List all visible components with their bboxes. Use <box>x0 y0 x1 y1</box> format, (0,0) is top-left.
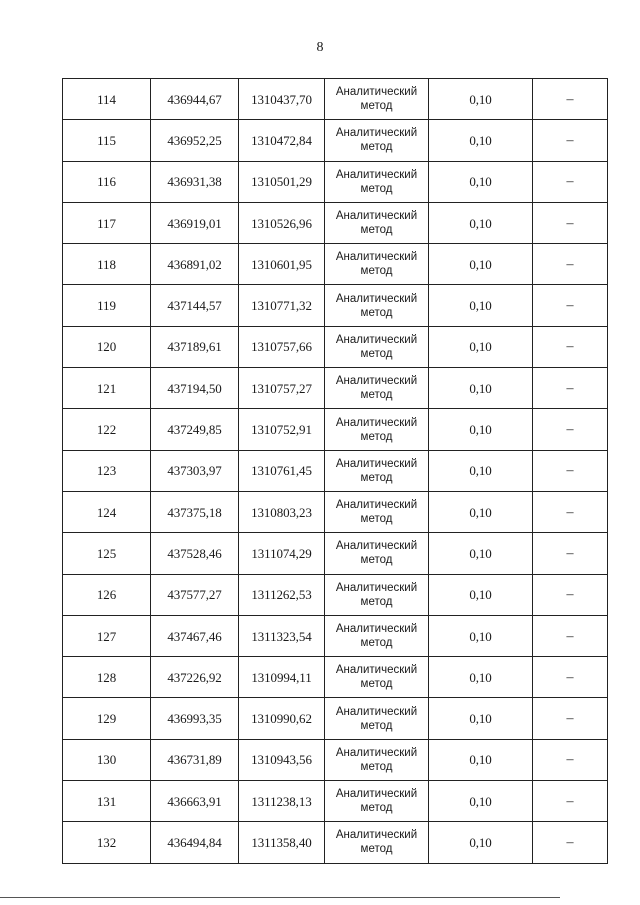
point-number-cell: 125 <box>63 533 151 574</box>
x-coordinate-cell: 436931,38 <box>151 161 239 202</box>
y-coordinate-cell: 1310501,29 <box>239 161 325 202</box>
method-cell: Аналитический метод <box>325 533 429 574</box>
y-coordinate-cell: 1311358,40 <box>239 822 325 863</box>
accuracy-cell: 0,10 <box>429 120 533 161</box>
y-coordinate-cell: 1310437,70 <box>239 79 325 120</box>
point-number-cell: 119 <box>63 285 151 326</box>
point-number-cell: 118 <box>63 244 151 285</box>
accuracy-cell: 0,10 <box>429 739 533 780</box>
method-cell: Аналитический метод <box>325 244 429 285</box>
accuracy-cell: 0,10 <box>429 657 533 698</box>
y-coordinate-cell: 1310472,84 <box>239 120 325 161</box>
x-coordinate-cell: 436952,25 <box>151 120 239 161</box>
scan-edge-line <box>0 897 560 898</box>
accuracy-cell: 0,10 <box>429 822 533 863</box>
accuracy-cell: 0,10 <box>429 409 533 450</box>
table-row <box>63 657 608 698</box>
y-coordinate-cell: 1310757,66 <box>239 326 325 367</box>
accuracy-cell: 0,10 <box>429 698 533 739</box>
table-row <box>63 450 608 491</box>
y-coordinate-cell: 1311238,13 <box>239 781 325 822</box>
accuracy-cell: 0,10 <box>429 368 533 409</box>
table-row <box>63 244 608 285</box>
point-number-cell: 114 <box>63 79 151 120</box>
method-cell: Аналитический метод <box>325 409 429 450</box>
y-coordinate-cell: 1310771,32 <box>239 285 325 326</box>
point-number-cell: 124 <box>63 491 151 532</box>
x-coordinate-cell: 437467,46 <box>151 615 239 656</box>
table-row <box>63 285 608 326</box>
x-coordinate-cell: 437528,46 <box>151 533 239 574</box>
note-cell: – <box>533 368 608 409</box>
table-row <box>63 368 608 409</box>
x-coordinate-cell: 437303,97 <box>151 450 239 491</box>
y-coordinate-cell: 1311262,53 <box>239 574 325 615</box>
point-number-cell: 126 <box>63 574 151 615</box>
x-coordinate-cell: 437249,85 <box>151 409 239 450</box>
x-coordinate-cell: 437144,57 <box>151 285 239 326</box>
y-coordinate-cell: 1311323,54 <box>239 615 325 656</box>
method-cell: Аналитический метод <box>325 285 429 326</box>
note-cell: – <box>533 822 608 863</box>
x-coordinate-cell: 436663,91 <box>151 781 239 822</box>
note-cell: – <box>533 533 608 574</box>
y-coordinate-cell: 1310994,11 <box>239 657 325 698</box>
x-coordinate-cell: 436944,67 <box>151 79 239 120</box>
method-cell: Аналитический метод <box>325 368 429 409</box>
accuracy-cell: 0,10 <box>429 491 533 532</box>
method-cell: Аналитический метод <box>325 615 429 656</box>
point-number-cell: 129 <box>63 698 151 739</box>
table-row <box>63 822 608 863</box>
point-number-cell: 121 <box>63 368 151 409</box>
method-cell: Аналитический метод <box>325 574 429 615</box>
table-row <box>63 533 608 574</box>
note-cell: – <box>533 739 608 780</box>
method-cell: Аналитический метод <box>325 491 429 532</box>
coordinates-table <box>62 78 608 864</box>
note-cell: – <box>533 161 608 202</box>
point-number-cell: 116 <box>63 161 151 202</box>
method-cell: Аналитический метод <box>325 202 429 243</box>
table-row <box>63 326 608 367</box>
point-number-cell: 123 <box>63 450 151 491</box>
accuracy-cell: 0,10 <box>429 781 533 822</box>
table-row <box>63 698 608 739</box>
note-cell: – <box>533 244 608 285</box>
y-coordinate-cell: 1310803,23 <box>239 491 325 532</box>
accuracy-cell: 0,10 <box>429 285 533 326</box>
method-cell: Аналитический метод <box>325 657 429 698</box>
note-cell: – <box>533 781 608 822</box>
table-row <box>63 781 608 822</box>
x-coordinate-cell: 436494,84 <box>151 822 239 863</box>
method-cell: Аналитический метод <box>325 822 429 863</box>
y-coordinate-cell: 1310601,95 <box>239 244 325 285</box>
note-cell: – <box>533 285 608 326</box>
x-coordinate-cell: 436993,35 <box>151 698 239 739</box>
note-cell: – <box>533 202 608 243</box>
table-row <box>63 574 608 615</box>
point-number-cell: 132 <box>63 822 151 863</box>
y-coordinate-cell: 1310752,91 <box>239 409 325 450</box>
note-cell: – <box>533 491 608 532</box>
y-coordinate-cell: 1310526,96 <box>239 202 325 243</box>
method-cell: Аналитический метод <box>325 450 429 491</box>
x-coordinate-cell: 437226,92 <box>151 657 239 698</box>
table-row <box>63 491 608 532</box>
accuracy-cell: 0,10 <box>429 326 533 367</box>
point-number-cell: 122 <box>63 409 151 450</box>
point-number-cell: 128 <box>63 657 151 698</box>
note-cell: – <box>533 450 608 491</box>
y-coordinate-cell: 1310757,27 <box>239 368 325 409</box>
note-cell: – <box>533 326 608 367</box>
accuracy-cell: 0,10 <box>429 533 533 574</box>
x-coordinate-cell: 437194,50 <box>151 368 239 409</box>
table-row <box>63 202 608 243</box>
method-cell: Аналитический метод <box>325 161 429 202</box>
method-cell: Аналитический метод <box>325 326 429 367</box>
point-number-cell: 130 <box>63 739 151 780</box>
method-cell: Аналитический метод <box>325 698 429 739</box>
note-cell: – <box>533 409 608 450</box>
note-cell: – <box>533 120 608 161</box>
note-cell: – <box>533 79 608 120</box>
point-number-cell: 120 <box>63 326 151 367</box>
method-cell: Аналитический метод <box>325 739 429 780</box>
method-cell: Аналитический метод <box>325 120 429 161</box>
accuracy-cell: 0,10 <box>429 161 533 202</box>
x-coordinate-cell: 436731,89 <box>151 739 239 780</box>
y-coordinate-cell: 1310990,62 <box>239 698 325 739</box>
page-number: 8 <box>316 40 324 55</box>
x-coordinate-cell: 437189,61 <box>151 326 239 367</box>
x-coordinate-cell: 437375,18 <box>151 491 239 532</box>
method-cell: Аналитический метод <box>325 79 429 120</box>
note-cell: – <box>533 657 608 698</box>
point-number-cell: 115 <box>63 120 151 161</box>
point-number-cell: 117 <box>63 202 151 243</box>
accuracy-cell: 0,10 <box>429 615 533 656</box>
accuracy-cell: 0,10 <box>429 79 533 120</box>
point-number-cell: 127 <box>63 615 151 656</box>
coordinates-table-body <box>63 79 608 864</box>
y-coordinate-cell: 1310761,45 <box>239 450 325 491</box>
y-coordinate-cell: 1311074,29 <box>239 533 325 574</box>
accuracy-cell: 0,10 <box>429 574 533 615</box>
x-coordinate-cell: 436891,02 <box>151 244 239 285</box>
table-row <box>63 615 608 656</box>
table-row <box>63 739 608 780</box>
note-cell: – <box>533 615 608 656</box>
table-row <box>63 79 608 120</box>
method-cell: Аналитический метод <box>325 781 429 822</box>
table-row <box>63 120 608 161</box>
accuracy-cell: 0,10 <box>429 450 533 491</box>
point-number-cell: 131 <box>63 781 151 822</box>
table-row <box>63 161 608 202</box>
x-coordinate-cell: 436919,01 <box>151 202 239 243</box>
x-coordinate-cell: 437577,27 <box>151 574 239 615</box>
accuracy-cell: 0,10 <box>429 244 533 285</box>
y-coordinate-cell: 1310943,56 <box>239 739 325 780</box>
note-cell: – <box>533 574 608 615</box>
table-row <box>63 409 608 450</box>
accuracy-cell: 0,10 <box>429 202 533 243</box>
note-cell: – <box>533 698 608 739</box>
